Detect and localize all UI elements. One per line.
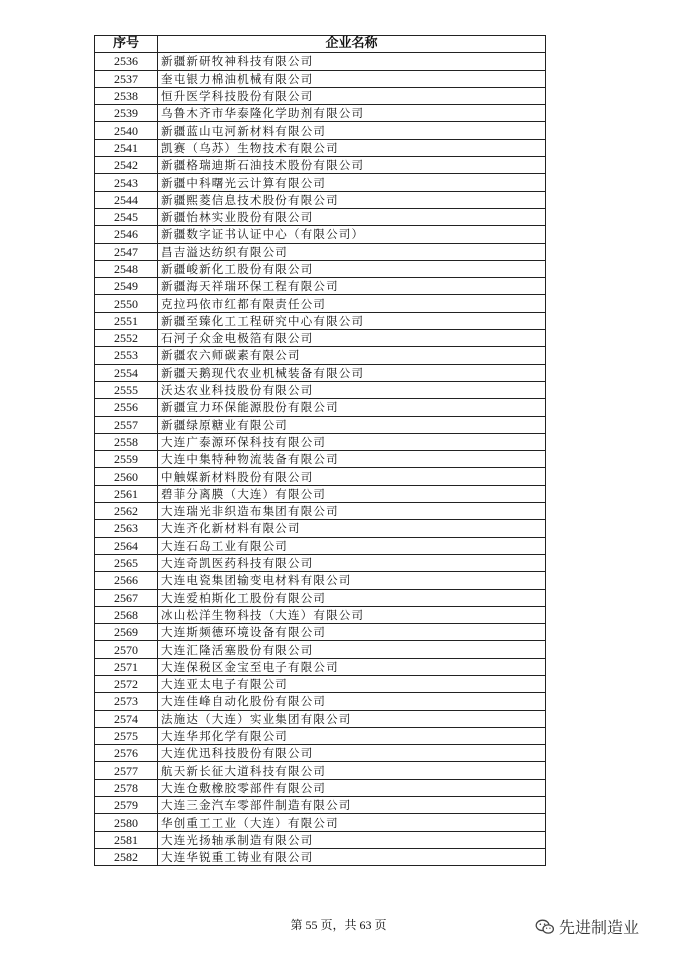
serial-number-cell: 2569	[95, 624, 158, 641]
serial-number-cell: 2574	[95, 710, 158, 727]
table-row	[95, 675, 546, 692]
serial-number-cell: 2580	[95, 814, 158, 831]
table-row	[95, 139, 546, 156]
serial-number-cell: 2537	[95, 70, 158, 87]
table-row	[95, 208, 546, 225]
table-row	[95, 658, 546, 675]
table-row	[95, 157, 546, 174]
table-row	[95, 503, 546, 520]
company-name-cell: 大连华锐重工铸业有限公司	[158, 848, 546, 865]
serial-number-cell: 2578	[95, 779, 158, 796]
serial-number-cell: 2570	[95, 641, 158, 658]
table-body	[95, 53, 546, 866]
company-name-cell: 克拉玛依市红都有限责任公司	[158, 295, 546, 312]
company-name-cell: 新疆中科曙光云计算有限公司	[158, 174, 546, 191]
table-row	[95, 295, 546, 312]
table-row	[95, 416, 546, 433]
table-row	[95, 468, 546, 485]
company-name-cell: 大连爱柏斯化工股份有限公司	[158, 589, 546, 606]
company-name-cell: 大连仓敷橡胶零部件有限公司	[158, 779, 546, 796]
company-name-cell: 新疆蓝山屯河新材料有限公司	[158, 122, 546, 139]
table-row	[95, 53, 546, 70]
table-row	[95, 381, 546, 398]
serial-number-cell: 2540	[95, 122, 158, 139]
company-name-cell: 航天新长征大道科技有限公司	[158, 762, 546, 779]
serial-number-cell: 2564	[95, 537, 158, 554]
serial-number-cell: 2550	[95, 295, 158, 312]
serial-number-cell: 2582	[95, 848, 158, 865]
serial-number-cell: 2546	[95, 226, 158, 243]
company-name-cell: 新疆格瑞迪斯石油技术股份有限公司	[158, 157, 546, 174]
table-row	[95, 191, 546, 208]
company-name-cell: 奎屯银力棉油机械有限公司	[158, 70, 546, 87]
serial-number-cell: 2543	[95, 174, 158, 191]
company-name-cell: 新疆峻新化工股份有限公司	[158, 260, 546, 277]
company-name-cell: 大连汇隆活塞股份有限公司	[158, 641, 546, 658]
serial-number-cell: 2549	[95, 278, 158, 295]
table-row	[95, 848, 546, 865]
table-row	[95, 226, 546, 243]
table-row	[95, 641, 546, 658]
serial-number-cell: 2556	[95, 399, 158, 416]
company-name-cell: 大连瑞光非织造布集团有限公司	[158, 503, 546, 520]
serial-number-cell: 2581	[95, 831, 158, 848]
serial-number-cell: 2536	[95, 53, 158, 70]
company-name-cell: 新疆农六师碳素有限公司	[158, 347, 546, 364]
company-name-cell: 法施达（大连）实业集团有限公司	[158, 710, 546, 727]
table-row	[95, 797, 546, 814]
table-row	[95, 87, 546, 104]
serial-number-cell: 2562	[95, 503, 158, 520]
table-row	[95, 779, 546, 796]
table-row	[95, 727, 546, 744]
table-row	[95, 554, 546, 571]
company-name-cell: 凯赛（乌苏）生物技术有限公司	[158, 139, 546, 156]
serial-number-cell: 2577	[95, 762, 158, 779]
table-row	[95, 606, 546, 623]
table-row	[95, 814, 546, 831]
serial-number-cell: 2555	[95, 381, 158, 398]
company-name-cell: 恒升医学科技股份有限公司	[158, 87, 546, 104]
company-name-cell: 大连优迅科技股份有限公司	[158, 745, 546, 762]
serial-number-cell: 2538	[95, 87, 158, 104]
company-name-cell: 大连奇凯医药科技有限公司	[158, 554, 546, 571]
company-name-cell: 大连亚太电子有限公司	[158, 675, 546, 692]
table-row	[95, 312, 546, 329]
page-number: 第 55 页，共 63 页	[290, 918, 387, 932]
serial-number-cell: 2567	[95, 589, 158, 606]
serial-number-cell: 2544	[95, 191, 158, 208]
table-row	[95, 278, 546, 295]
serial-number-cell: 2565	[95, 554, 158, 571]
serial-number-cell: 2575	[95, 727, 158, 744]
serial-number-cell: 2548	[95, 260, 158, 277]
serial-number-cell: 2539	[95, 105, 158, 122]
company-name-cell: 大连斯频德环境设备有限公司	[158, 624, 546, 641]
table-row	[95, 122, 546, 139]
serial-number-cell: 2568	[95, 606, 158, 623]
company-name-cell: 新疆数字证书认证中心（有限公司）	[158, 226, 546, 243]
table-row	[95, 537, 546, 554]
serial-number-cell: 2553	[95, 347, 158, 364]
header-serial-number: 序号	[95, 36, 158, 53]
company-name-cell: 新疆绿原糖业有限公司	[158, 416, 546, 433]
table-row	[95, 745, 546, 762]
table-row	[95, 260, 546, 277]
company-name-cell: 新疆新研牧神科技有限公司	[158, 53, 546, 70]
company-name-cell: 华创重工工业（大连）有限公司	[158, 814, 546, 831]
company-name-cell: 大连电瓷集团输变电材料有限公司	[158, 572, 546, 589]
table-row	[95, 624, 546, 641]
table-row	[95, 710, 546, 727]
serial-number-cell: 2571	[95, 658, 158, 675]
table-row	[95, 572, 546, 589]
serial-number-cell: 2561	[95, 485, 158, 502]
company-name-cell: 碧菲分离膜（大连）有限公司	[158, 485, 546, 502]
company-name-cell: 大连光扬轴承制造有限公司	[158, 831, 546, 848]
company-name-cell: 大连佳峰自动化股份有限公司	[158, 693, 546, 710]
serial-number-cell: 2559	[95, 451, 158, 468]
table-row	[95, 105, 546, 122]
serial-number-cell: 2551	[95, 312, 158, 329]
company-name-cell: 大连石岛工业有限公司	[158, 537, 546, 554]
table-row	[95, 433, 546, 450]
header-company-name: 企业名称	[158, 36, 546, 53]
company-name-cell: 新疆至臻化工工程研究中心有限公司	[158, 312, 546, 329]
company-name-cell: 乌鲁木齐市华泰隆化学助剂有限公司	[158, 105, 546, 122]
table-header-row	[95, 36, 546, 53]
company-name-cell: 冰山松洋生物科技（大连）有限公司	[158, 606, 546, 623]
serial-number-cell: 2547	[95, 243, 158, 260]
company-name-cell: 大连三金汽车零部件制造有限公司	[158, 797, 546, 814]
table-row	[95, 589, 546, 606]
company-name-cell: 大连中集特种物流装备有限公司	[158, 451, 546, 468]
company-name-cell: 新疆怡林实业股份有限公司	[158, 208, 546, 225]
table-row	[95, 330, 546, 347]
table-row	[95, 243, 546, 260]
serial-number-cell: 2558	[95, 433, 158, 450]
company-name-cell: 石河子众金电极箔有限公司	[158, 330, 546, 347]
serial-number-cell: 2579	[95, 797, 158, 814]
serial-number-cell: 2554	[95, 364, 158, 381]
company-name-cell: 大连保税区金宝至电子有限公司	[158, 658, 546, 675]
serial-number-cell: 2560	[95, 468, 158, 485]
serial-number-cell: 2542	[95, 157, 158, 174]
serial-number-cell: 2566	[95, 572, 158, 589]
table-row	[95, 693, 546, 710]
company-name-cell: 新疆天鹅现代农业机械装备有限公司	[158, 364, 546, 381]
table-row	[95, 174, 546, 191]
serial-number-cell: 2541	[95, 139, 158, 156]
serial-number-cell: 2552	[95, 330, 158, 347]
table-row	[95, 70, 546, 87]
table-row	[95, 485, 546, 502]
table-row	[95, 399, 546, 416]
serial-number-cell: 2557	[95, 416, 158, 433]
wechat-icon	[535, 919, 555, 935]
company-name-cell: 大连华邦化学有限公司	[158, 727, 546, 744]
table-row	[95, 762, 546, 779]
serial-number-cell: 2576	[95, 745, 158, 762]
company-name-cell: 大连齐化新材料有限公司	[158, 520, 546, 537]
table-row	[95, 364, 546, 381]
watermark-text: 先进制造业	[559, 918, 640, 937]
serial-number-cell: 2563	[95, 520, 158, 537]
company-name-cell: 新疆熙菱信息技术股份有限公司	[158, 191, 546, 208]
table-row	[95, 451, 546, 468]
company-name-cell: 大连广泰源环保科技有限公司	[158, 433, 546, 450]
watermark	[535, 915, 639, 938]
table-row	[95, 520, 546, 537]
company-name-cell: 新疆海天祥瑞环保工程有限公司	[158, 278, 546, 295]
table-row	[95, 347, 546, 364]
company-name-cell: 新疆宣力环保能源股份有限公司	[158, 399, 546, 416]
serial-number-cell: 2572	[95, 675, 158, 692]
company-name-cell: 中触媒新材料股份有限公司	[158, 468, 546, 485]
company-name-cell: 昌吉溢达纺织有限公司	[158, 243, 546, 260]
company-name-cell: 沃达农业科技股份有限公司	[158, 381, 546, 398]
serial-number-cell: 2573	[95, 693, 158, 710]
table-row	[95, 831, 546, 848]
enterprise-table	[94, 35, 546, 866]
serial-number-cell: 2545	[95, 208, 158, 225]
